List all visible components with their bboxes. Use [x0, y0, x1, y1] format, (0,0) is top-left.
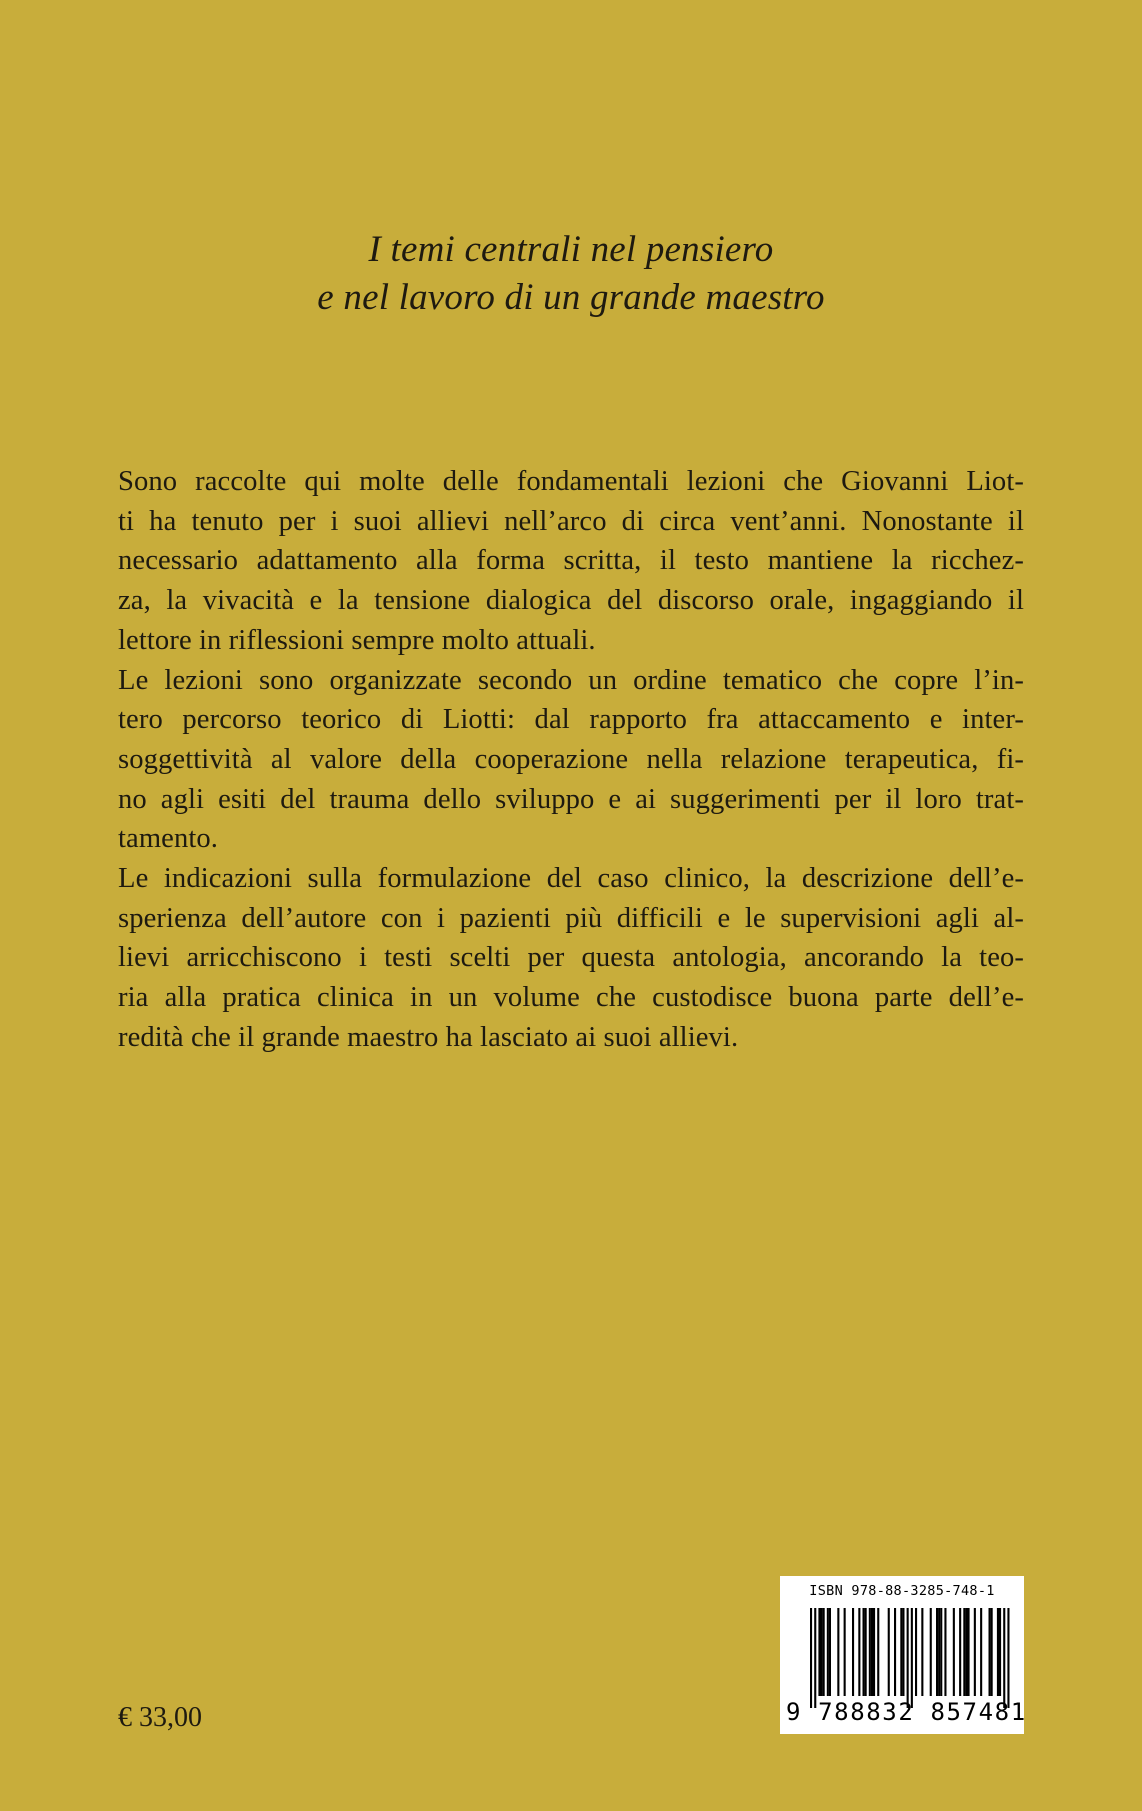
- barcode-bar: [968, 1608, 970, 1696]
- isbn-label: ISBN 978-88-3285-748-1: [809, 1583, 995, 1599]
- barcode-guard-bar: [1007, 1608, 1009, 1708]
- barcode-bar: [888, 1608, 890, 1696]
- barcode-guard-bar: [1003, 1608, 1005, 1708]
- barcode-bar: [869, 1608, 871, 1696]
- barcode-bar: [823, 1608, 825, 1696]
- barcode-bar: [837, 1608, 839, 1696]
- barcode-bar: [963, 1608, 965, 1696]
- barcode-bar: [858, 1608, 860, 1696]
- blurb-line: Le lezioni sono organizzate secondo un ordine tematico che copre l’in-: [118, 664, 1024, 696]
- barcode-bar: [921, 1608, 923, 1696]
- blurb-line: Sono raccolte qui molte delle fondamentali lezioni che Giovanni Liot-: [118, 466, 1024, 497]
- book-blurb: [118, 462, 1024, 1058]
- blurb-line: sperienza dell’autore con i pazienti più difficili e le supervisioni agli al-: [118, 902, 1024, 934]
- barcode-bar: [877, 1608, 879, 1696]
- barcode-bar: [965, 1608, 967, 1696]
- barcode-bar: [829, 1608, 831, 1696]
- barcode-digits: 9 788832 857481: [786, 1698, 1027, 1726]
- barcode-bar: [989, 1608, 991, 1696]
- tagline-line-2: e nel lavoro di un grande maestro: [317, 277, 825, 318]
- barcode-bar: [974, 1608, 976, 1696]
- barcode-bar: [980, 1608, 982, 1696]
- barcode-bar: [871, 1608, 873, 1696]
- barcode-bar: [999, 1608, 1001, 1696]
- barcode-bar: [991, 1608, 993, 1696]
- barcode-bar: [930, 1608, 932, 1696]
- blurb-line: necessario adattamento alla forma scritta, il testo mantiene la ricchez-: [118, 545, 1024, 577]
- barcode-bar: [821, 1608, 823, 1696]
- blurb-line: za, la vivacità e la tensione dialogica del discorso orale, ingaggiando il: [118, 585, 1024, 617]
- blurb-line: tero percorso teorico di Liotti: dal rapporto fra attaccamento e inter-: [118, 704, 1024, 736]
- barcode-bar: [936, 1608, 938, 1696]
- barcode-bar: [873, 1608, 875, 1696]
- barcode-bar: [915, 1608, 917, 1696]
- barcode-bar: [953, 1608, 955, 1696]
- barcode-bar: [944, 1608, 946, 1696]
- barcode-bar: [940, 1608, 942, 1696]
- blurb-line: ria alla pratica clinica in un volume che custodisce buona parte dell’e-: [118, 982, 1024, 1014]
- barcode-guard-bar: [814, 1608, 816, 1708]
- barcode-bar: [852, 1608, 854, 1696]
- blurb-line: Le indicazioni sulla formulazione del caso clinico, la descrizione dell’e-: [118, 863, 1024, 895]
- barcode-bar: [818, 1608, 820, 1696]
- barcode-bar: [827, 1608, 829, 1696]
- blurb-line: no agli esiti del trauma dello sviluppo e ai suggerimenti per il loro trat-: [118, 783, 1024, 815]
- barcode-bar: [865, 1608, 867, 1696]
- barcode-bar: [997, 1608, 999, 1696]
- barcode-bar: [863, 1608, 865, 1696]
- barcode-bar: [959, 1608, 961, 1696]
- blurb-line: ti ha tenuto per i suoi allievi nell’arco di circa vent’anni. Nonostante il: [118, 505, 1024, 537]
- barcode-bar: [900, 1608, 902, 1696]
- barcode-bar: [902, 1608, 904, 1696]
- cover-tagline: [0, 226, 1142, 322]
- tagline-line-1: I temi centrali nel pensiero: [368, 229, 774, 270]
- blurb-line: lettore in riflessioni sempre molto attuali.: [118, 624, 596, 656]
- blurb-line: lievi arricchiscono i testi scelti per questa antologia, ancorando la teo-: [118, 942, 1024, 974]
- barcode-bar: [894, 1608, 896, 1696]
- barcode-guard-bar: [911, 1608, 913, 1708]
- barcode-bar: [938, 1608, 940, 1696]
- blurb-line: soggettività al valore della cooperazione nella relazione terapeutica, fi-: [118, 743, 1024, 775]
- price-label: € 33,00: [118, 1702, 202, 1733]
- blurb-line: tamento.: [118, 823, 219, 855]
- barcode-bar: [844, 1608, 846, 1696]
- barcode-guard-bar: [907, 1608, 909, 1708]
- blurb-line: redità che il grande maestro ha lasciato ai suoi allievi.: [118, 1021, 739, 1053]
- isbn-barcode: [780, 1576, 1027, 1734]
- barcode-guard-bar: [810, 1608, 812, 1708]
